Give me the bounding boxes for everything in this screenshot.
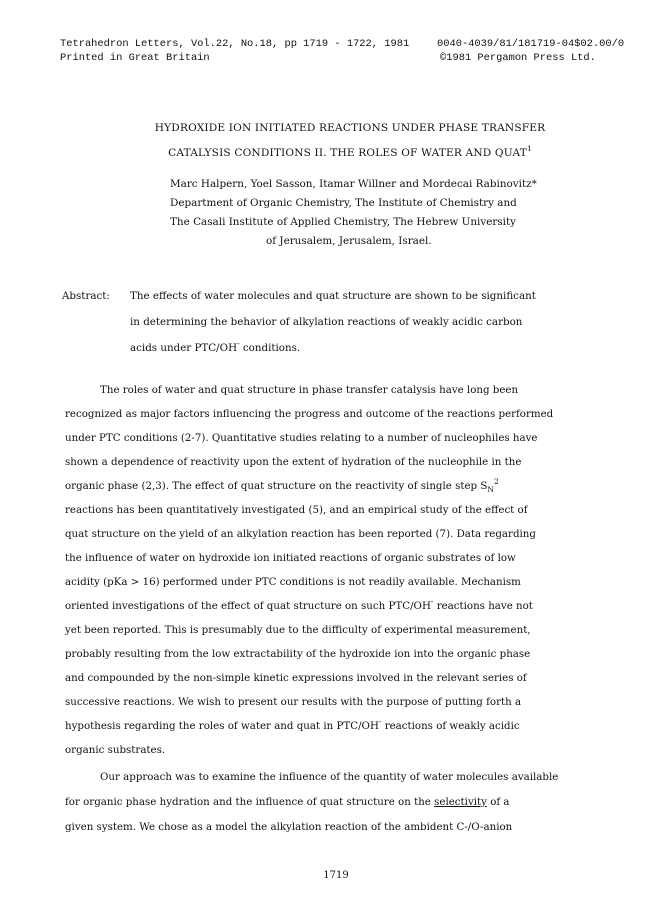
printed-in: Printed in Great Britain: [60, 52, 210, 64]
body-line: under PTC conditions (2-7). Quantitative studies relating to a number of nucleophiles have: [65, 432, 538, 444]
body-line: Our approach was to examine the influence of the quantity of water molecules available: [100, 771, 559, 783]
body-line: organic substrates.: [65, 744, 166, 756]
body-line: [65, 796, 510, 808]
body-line: and compounded by the non-simple kinetic expressions involved in the relevant series of: [65, 672, 527, 684]
body-line: probably resulting from the low extractability of the hydroxide ion into the organic phase: [65, 648, 531, 660]
abstract-line-3-b: conditions.: [239, 342, 301, 354]
copyright: ©1981 Pergamon Press Ltd.: [440, 52, 596, 64]
body-line: recognized as major factors influencing the progress and outcome of the reactions performed: [65, 408, 554, 420]
body-line: [65, 597, 533, 612]
body-line: quat structure on the yield of an alkylation reaction has been reported (7). Data regarding: [65, 528, 536, 540]
article-code: 0040-4039/81/181719-04$02.00/0: [437, 38, 625, 50]
author-names: Marc Halpern, Yoel Sasson, Itamar Willner and Mordecai Rabinovitz*: [170, 178, 537, 190]
body-text: organic phase (2,3). The effect of quat structure on the reactivity of single step S: [65, 480, 488, 492]
title-line-2-text: CATALYSIS CONDITIONS II. THE ROLES OF WATER AND QUAT: [168, 147, 527, 159]
abstract-line-1: The effects of water molecules and quat structure are shown to be significant: [130, 290, 536, 302]
affiliation-line-3: of Jerusalem, Jerusalem, Israel.: [266, 235, 432, 247]
journal-citation: Tetrahedron Letters, Vol.22, No.18, pp 1719 - 1722, 1981: [60, 38, 410, 50]
underlined-term: selectivity: [434, 796, 487, 808]
title-line-2: [0, 144, 672, 159]
superscript: -: [237, 339, 240, 348]
title-footnote-ref: 1: [526, 144, 532, 153]
subscript: N: [487, 485, 494, 494]
body-text: of a: [486, 796, 510, 808]
affiliation-line-1: Department of Organic Chemistry, The Institute of Chemistry and: [170, 197, 517, 209]
abstract-line-3-a: acids under PTC/OH: [130, 342, 238, 354]
superscript: -: [378, 717, 382, 726]
body-line: reactions has been quantitatively investigated (5), and an empirical study of the effect of: [65, 504, 528, 516]
body-line: acidity (pKa > 16) performed under PTC conditions is not readily available. Mechanism: [65, 576, 521, 588]
body-text: oriented investigations of the effect of quat structure on such PTC/OH: [65, 600, 431, 612]
body-line: [65, 477, 499, 494]
page-number: 1719: [323, 870, 349, 881]
body-text: reactions of weakly acidic: [381, 720, 520, 732]
body-line: successive reactions. We wish to present our results with the purpose of putting forth a: [65, 696, 522, 708]
title-line-1: HYDROXIDE ION INITIATED REACTIONS UNDER PHASE TRANSFER: [154, 122, 546, 134]
body-line: given system. We chose as a model the alkylation reaction of the ambident C-/O-anion: [65, 821, 513, 833]
abstract-label: Abstract:: [62, 290, 110, 302]
superscript: -: [430, 597, 434, 606]
abstract-line-3: [130, 339, 301, 354]
body-line: [65, 717, 520, 732]
superscript: 2: [493, 477, 499, 486]
body-line: The roles of water and quat structure in phase transfer catalysis have long been: [100, 384, 519, 396]
body-line: shown a dependence of reactivity upon the extent of hydration of the nucleophile in the: [65, 456, 522, 468]
body-text: reactions have not: [433, 600, 533, 612]
body-text: for organic phase hydration and the influence of quat structure on the: [65, 796, 435, 808]
body-line: the influence of water on hydroxide ion initiated reactions of organic substrates of low: [65, 552, 516, 564]
body-text: hypothesis regarding the roles of water and quat in PTC/OH: [65, 720, 379, 732]
abstract-line-2: in determining the behavior of alkylation reactions of weakly acidic carbon: [130, 316, 523, 328]
affiliation-line-2: The Casali Institute of Applied Chemistry, The Hebrew University: [170, 216, 517, 228]
body-line: yet been reported. This is presumably due to the difficulty of experimental measurement,: [65, 624, 531, 636]
